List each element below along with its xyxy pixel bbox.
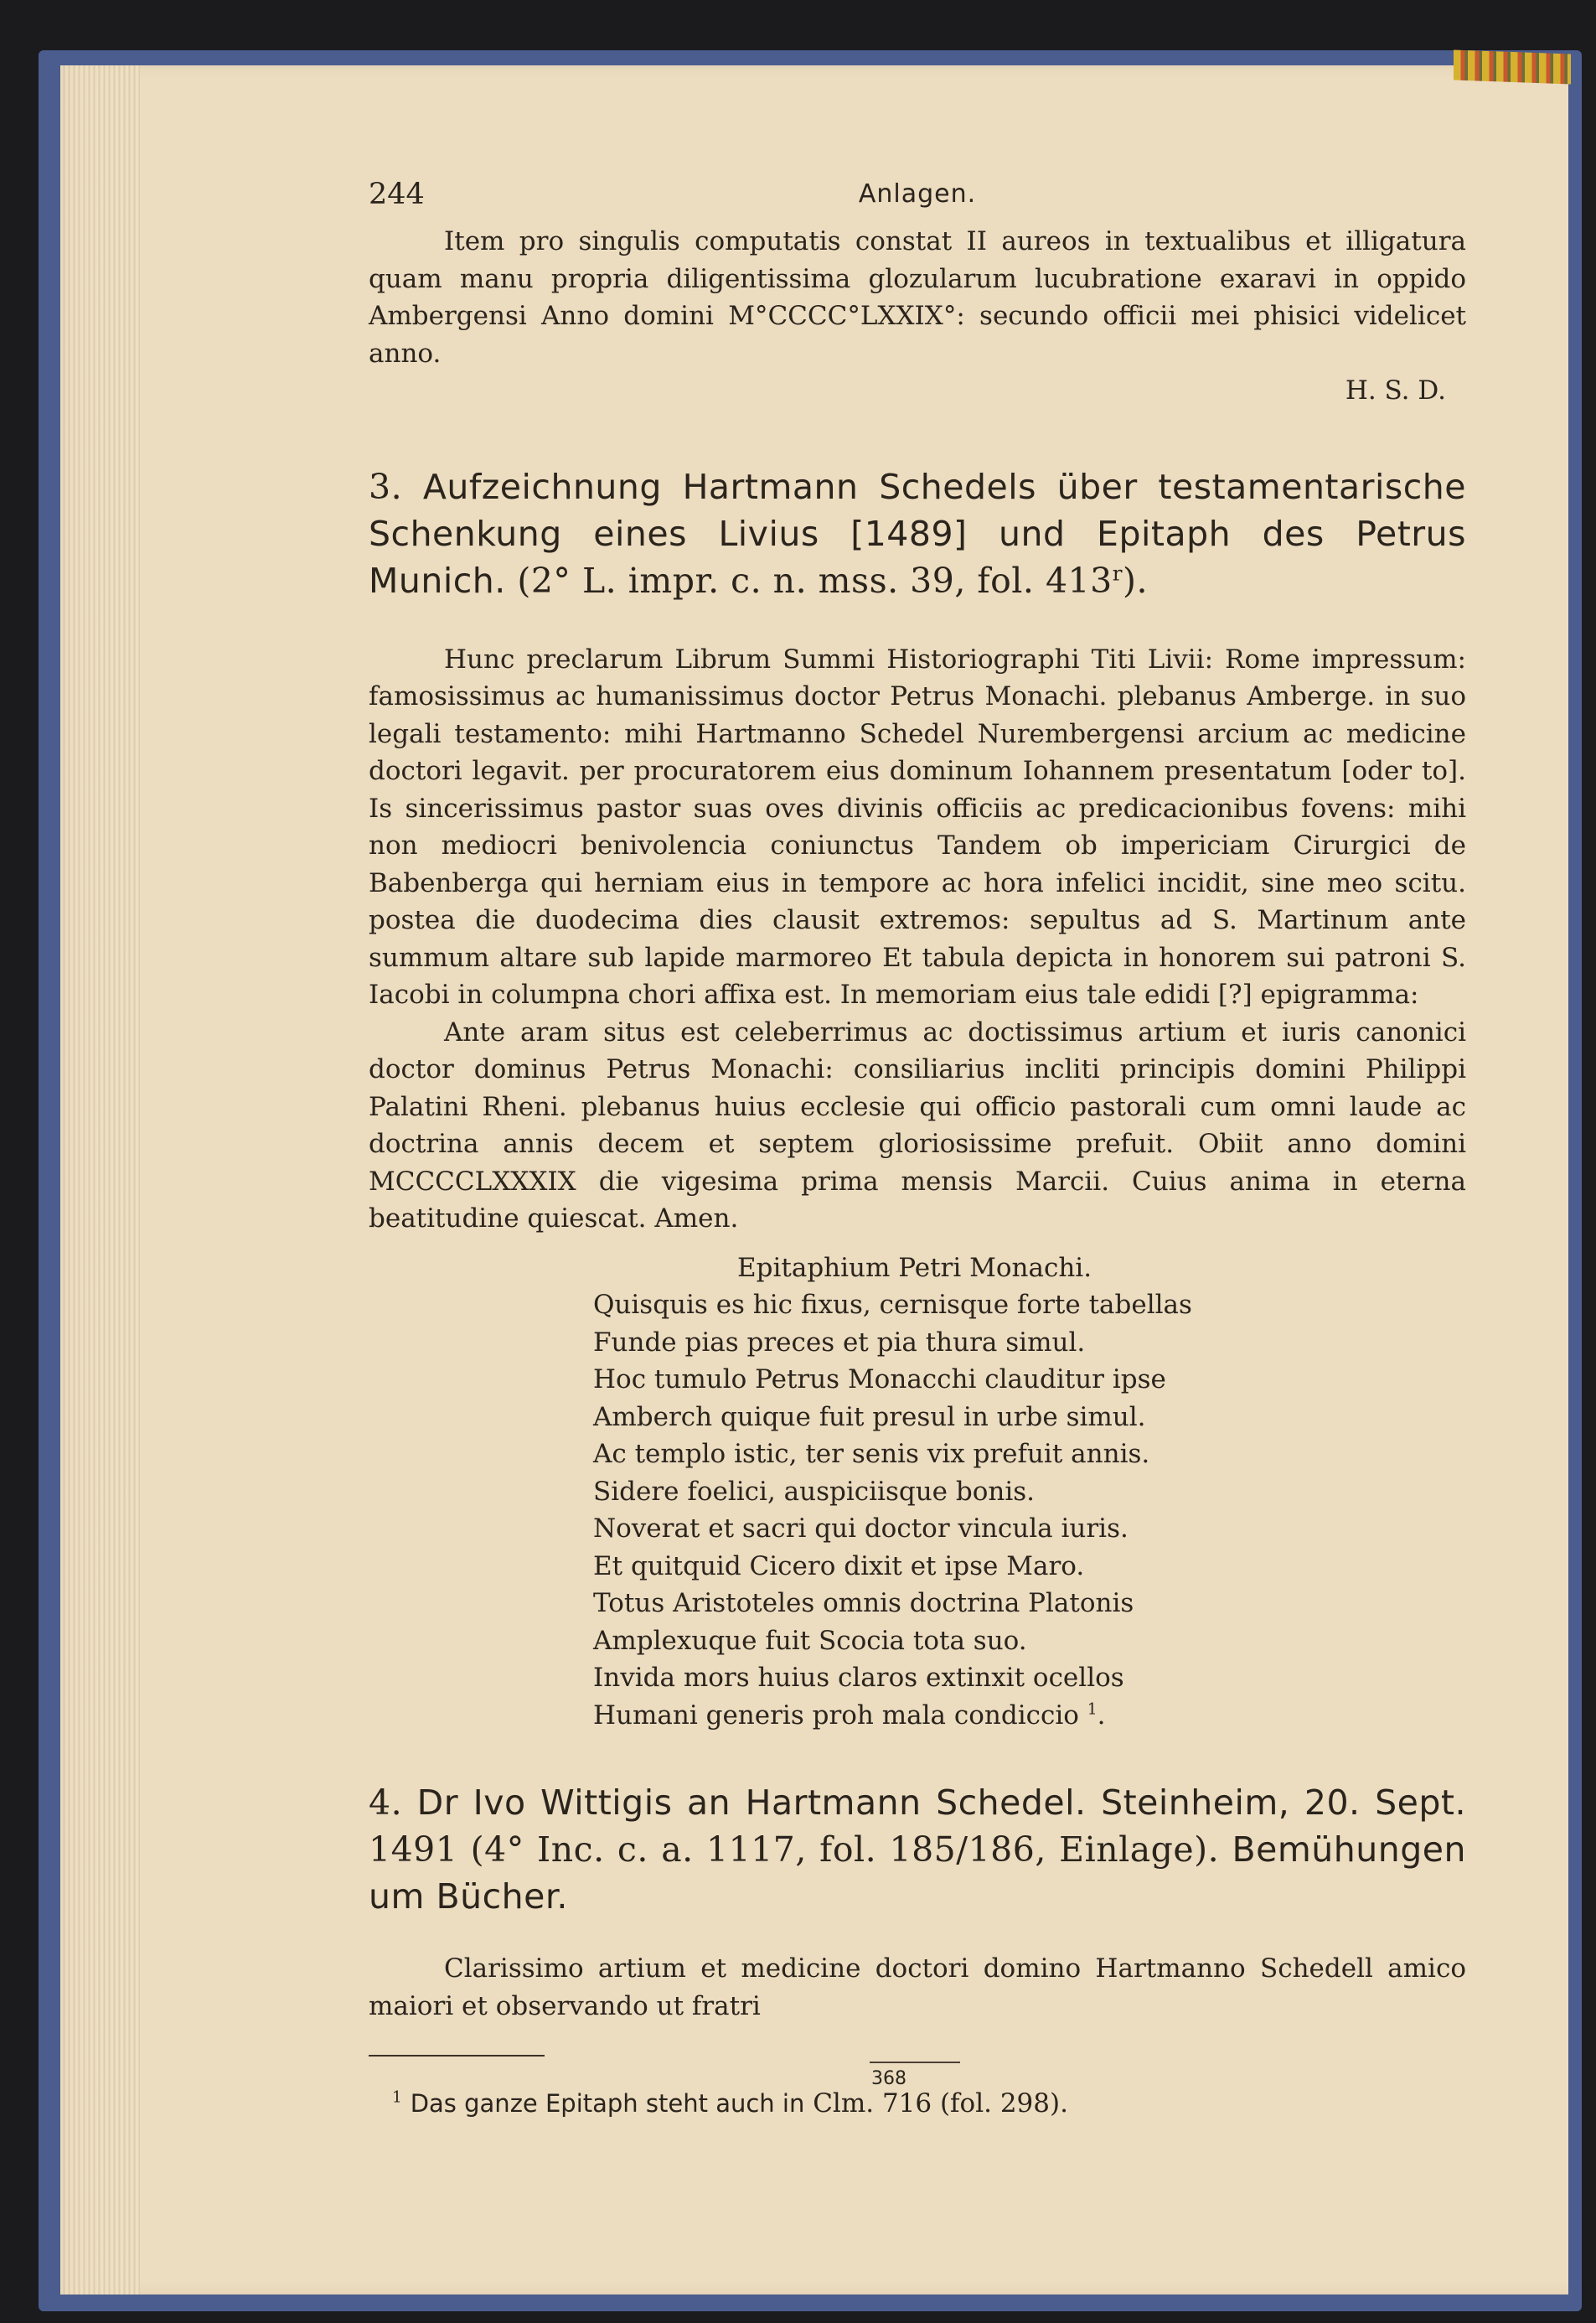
footnote-rule <box>369 2055 545 2057</box>
poem-line: Amberch quique fuit presul in urbe simul. <box>593 1401 1146 1432</box>
poem-last-line <box>593 1697 1466 1735</box>
poem-line: Invida mors huius claros extinxit ocellos <box>593 1663 1124 1693</box>
section-4-title: Dr Ivo Wittigis an Hartmann Schedel. Steinheim, 20. Sept. <box>416 1782 1466 1823</box>
poem-line: Funde pias preces et pia thura simul. <box>593 1327 1086 1358</box>
page-number: 244 <box>369 178 425 211</box>
footnote-mark: 1 <box>392 2088 402 2107</box>
footnote <box>369 2085 1466 2123</box>
ribbon-marker <box>1454 50 1571 85</box>
poem-line: Et quitquid Cicero dixit et ipse Maro. <box>593 1550 1085 1581</box>
poem-line: Quisquis es hic fixus, cernisque forte tabellas <box>593 1290 1192 1320</box>
page-content <box>369 176 1466 2123</box>
section-3-source-sup: r <box>1112 560 1123 585</box>
signature-rule <box>870 2062 960 2063</box>
intro-paragraph: Item pro singulis computatis constat II aureos in textualibus et illigatura quam manu propria diligentissima glozularum lucubratione exaravi in oppido Ambergensi Anno domini M°CCCC°LXXIX°: secundo officii mei phisici videlicet anno. <box>369 226 1466 369</box>
section-3-paragraph-1: Hunc preclarum Librum Summi Historiographi Titi Livii: Rome impressum: famosissimus ac humanissimus doctor Petrus Monachi. plebanus Amberge. in suo legali testamento: mihi Hartmanno Schedel Nurembergensi arcium ac medicine doctori legavit. per procuratorem eius dominum Iohannem presentatum [oder to]. Is sincerissimus pastor suas oves divinis officiis ac predicacionibus fovens: mihi non mediocri benivolencia coniunctus Tandem ob impericiam Cirurgici de Babenberga qui herniam eius in tempore ac hora infelici incidit, sine meo scitu. postea die duodecima dies clausit extremos: sepultus ad S. Martinum ante summum altare sub lapide marmoreo Et tabula depicta in honorem sui patroni S. Iacobi in columpna chori affixa est. In memoriam eius tale edidi [?] epigramma: <box>369 644 1466 1010</box>
poem <box>369 1286 1466 1734</box>
poem-line: Humani generis proh mala condiccio <box>593 1700 1079 1731</box>
intro-signature: H. S. D. <box>1345 375 1446 406</box>
poem-line: Totus Aristoteles omnis doctrina Platonis <box>593 1588 1134 1618</box>
section-3-source-text: (2° L. impr. c. n. mss. 39, fol. 413 <box>517 560 1113 601</box>
poem-line: Noverat et sacri qui doctor vincula iuris. <box>593 1513 1129 1544</box>
section-4-number: 4. <box>369 1782 403 1823</box>
page-edges <box>60 65 140 2295</box>
section-4-title-2: Bemühungen um Bücher. <box>369 1829 1466 1917</box>
poem-line: Sidere foelici, auspiciisque bonis. <box>593 1476 1036 1507</box>
section-4-source: 1491 (4° Inc. c. a. 1117, fol. 185/186, Einlage). <box>369 1829 1220 1870</box>
poem-line: Hoc tumulo Petrus Monacchi clauditur ipse <box>593 1364 1166 1394</box>
signature-number: 368 <box>871 2068 906 2089</box>
poem-title: Epitaphium Petri Monachi. <box>737 1252 1092 1283</box>
section-3-paragraph-2: Ante aram situs est celeberrimus ac doctissimus artium et iuris canonici doctor dominus Petrus Monachi: consiliarius incliti principis domini Philippi Palatini Rheni. plebanus huius ecclesie qui officio pastorali cum omni laude ac doctrina annis decem et septem gloriosissime prefuit. Obiit anno domini MCCCCLXXXIX die vigesima prima mensis Marcii. Cuius anima in eterna beatitudine quiescat. Amen. <box>369 1017 1466 1234</box>
section-4-paragraph-1: Clarissimo artium et medicine doctori domino Hartmanno Schedell amico maiori et observando ut fratri <box>369 1953 1466 2021</box>
footnote-reference: 1 <box>1087 1700 1098 1719</box>
running-head: Anlagen. <box>858 179 977 209</box>
section-3-title: Aufzeichnung Hartmann Schedels über testamentarische Schenkung eines Livius [1489] und Epitaph des Petrus Munich. <box>369 466 1466 601</box>
page-header <box>369 176 1466 223</box>
section-4-heading <box>369 1779 1466 1920</box>
poem-line: Ac templo istic, ter senis vix prefuit annis. <box>593 1439 1150 1469</box>
poem-end-punctuation: . <box>1097 1700 1106 1731</box>
section-3-heading <box>369 463 1466 604</box>
footnote-text: Das ganze Epitaph steht auch in <box>410 2089 805 2118</box>
section-3-source <box>517 561 1148 601</box>
section-3-number: 3. <box>369 466 403 507</box>
section-3-source-close: ). <box>1122 560 1148 601</box>
poem-line: Amplexuque fuit Scocia tota suo. <box>593 1625 1027 1656</box>
footnote-reference-text: Clm. 716 (fol. 298). <box>813 2088 1068 2119</box>
